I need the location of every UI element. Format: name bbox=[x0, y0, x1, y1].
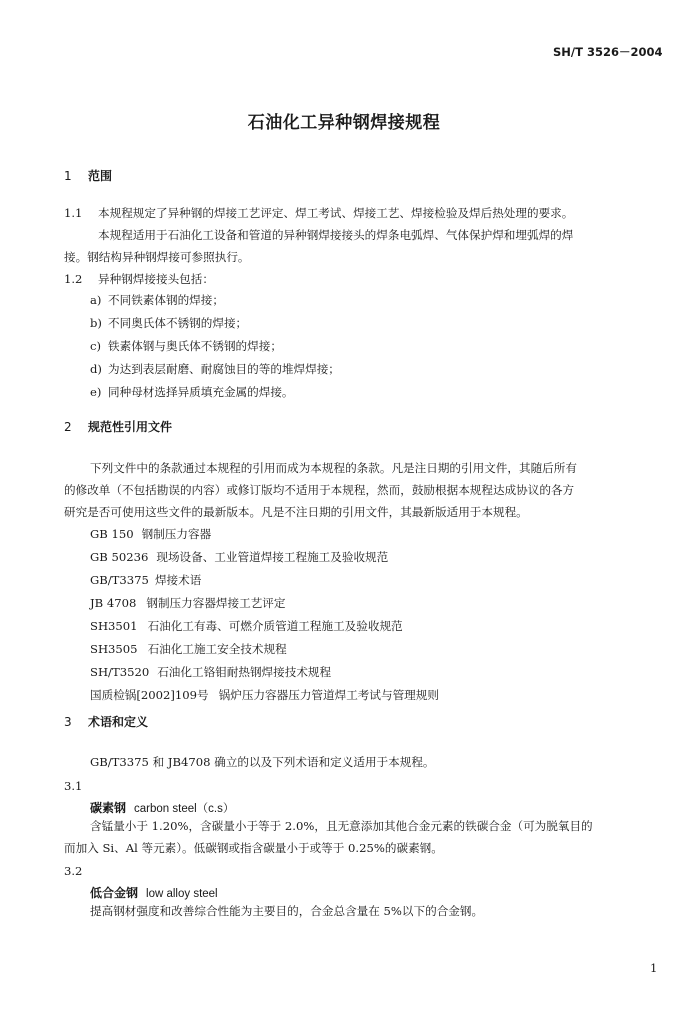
list-marker: b) bbox=[90, 316, 102, 330]
section-2-intro-line2: 的修改单（不包括勘误的内容）或修订版均不适用于本规程，然而，鼓励根据本规程达成协议的各方 bbox=[64, 483, 575, 497]
reference-code: SH3505 bbox=[90, 642, 138, 656]
list-text: 不同奥氏体不锈钢的焊接； bbox=[108, 316, 248, 330]
reference-item bbox=[90, 641, 287, 657]
section-title: 术语和定义 bbox=[88, 715, 149, 729]
clause-number: 1.1 bbox=[64, 206, 83, 220]
section-number: 2 bbox=[64, 420, 72, 434]
reference-name: 石油化工有毒、可燃介质管道工程施工及验收规范 bbox=[147, 619, 403, 633]
list-item bbox=[90, 384, 294, 400]
reference-code: GB/T3375 bbox=[90, 573, 149, 587]
term-cn: 低合金钢 bbox=[90, 886, 139, 900]
reference-name: 钢制压力容器焊接工艺评定 bbox=[146, 596, 286, 610]
term-3-1-definition-line1: 含锰量小于 1.20%，含碳量小于等于 2.0%，且无意添加其他合金元素的铁碳合金（可为脱氧目的 bbox=[90, 819, 593, 833]
term-en: low alloy steel bbox=[146, 888, 218, 900]
list-text: 为达到表层耐磨、耐腐蚀目的等的堆焊焊接； bbox=[108, 362, 340, 376]
section-title: 范围 bbox=[88, 169, 113, 183]
section-3-intro: GB/T3375 和 JB4708 确立的以及下列术语和定义适用于本规程。 bbox=[90, 755, 435, 769]
section-2-heading bbox=[64, 418, 172, 435]
section-1-heading bbox=[64, 167, 112, 184]
clause-1-1 bbox=[64, 202, 573, 224]
clause-1-1-para2-line2: 接。钢结构异种钢焊接可参照执行。 bbox=[64, 250, 250, 264]
reference-name: 钢制压力容器 bbox=[141, 527, 212, 541]
reference-item bbox=[90, 526, 211, 542]
list-marker: a) bbox=[90, 293, 102, 307]
reference-name: 现场设备、工业管道焊接工程施工及验收规范 bbox=[156, 550, 389, 564]
list-item bbox=[90, 292, 224, 308]
clause-text: 异种钢焊接接头包括： bbox=[98, 272, 214, 286]
clause-1-2 bbox=[64, 268, 214, 290]
list-marker: c) bbox=[90, 339, 102, 353]
reference-name: 石油化工铬钼耐热钢焊接技术规程 bbox=[157, 665, 332, 679]
list-marker: e) bbox=[90, 385, 102, 399]
reference-code: SH3501 bbox=[90, 619, 138, 633]
reference-item bbox=[90, 549, 388, 565]
clause-number: 1.2 bbox=[64, 272, 83, 286]
list-item bbox=[90, 338, 282, 354]
reference-item bbox=[90, 664, 331, 680]
clause-text: 本规程规定了异种钢的焊接工艺评定、焊工考试、焊接工艺、焊接检验及焊后热处理的要求。 bbox=[98, 206, 574, 220]
term-3-1-number: 3.1 bbox=[64, 779, 83, 793]
section-number: 1 bbox=[64, 169, 72, 183]
clause-1-1-para2-line1: 本规程适用于石油化工设备和管道的异种钢焊接接头的焊条电弧焊、气体保护焊和埋弧焊的焊 bbox=[98, 228, 574, 242]
term-3-2-definition: 提高钢材强度和改善综合性能为主要目的，合金总含量在 5%以下的合金钢。 bbox=[90, 904, 484, 918]
section-number: 3 bbox=[64, 715, 72, 729]
reference-name: 石油化工施工安全技术规程 bbox=[147, 642, 287, 656]
list-text: 同种母材选择异质填充金属的焊接。 bbox=[108, 385, 294, 399]
page-title: 石油化工异种钢焊接规程 bbox=[247, 113, 441, 133]
list-text: 铁素体钢与奥氏体不锈钢的焊接； bbox=[108, 339, 282, 353]
section-2-intro-line1: 下列文件中的条款通过本规程的引用而成为本规程的条款。凡是注日期的引用文件，其随后所有 bbox=[90, 461, 577, 475]
page-number: 1 bbox=[650, 961, 658, 975]
reference-item bbox=[90, 572, 201, 588]
reference-item bbox=[90, 595, 286, 611]
section-2-intro-line3: 研究是否可使用这些文件的最新版本。凡是不注日期的引用文件，其最新版适用于本规程。 bbox=[64, 505, 528, 519]
reference-code: GB 150 bbox=[90, 527, 134, 541]
section-title: 规范性引用文件 bbox=[88, 420, 173, 434]
section-3-heading bbox=[64, 713, 148, 730]
term-3-1-definition-line2: 而加入 Si、Al 等元素）。低碳钢或指含碳量小于或等于 0.25%的碳素钢。 bbox=[64, 841, 443, 855]
list-marker: d) bbox=[90, 362, 102, 376]
reference-item bbox=[90, 687, 439, 703]
list-item bbox=[90, 361, 340, 377]
term-cn: 碳素钢 bbox=[90, 801, 127, 815]
list-text: 不同铁素体钢的焊接； bbox=[108, 293, 224, 307]
reference-code: 国质检锅[2002]109号 bbox=[90, 688, 209, 702]
reference-name: 焊接术语 bbox=[154, 573, 202, 587]
reference-name: 锅炉压力容器压力管道焊工考试与管理规则 bbox=[218, 688, 439, 702]
term-3-2-heading bbox=[90, 884, 218, 901]
list-item bbox=[90, 315, 247, 331]
term-3-2-number: 3.2 bbox=[64, 864, 83, 878]
reference-code: SH/T3520 bbox=[90, 665, 150, 679]
reference-item bbox=[90, 618, 403, 634]
standard-code: SH/T 3526－2004 bbox=[553, 45, 663, 59]
reference-code: JB 4708 bbox=[90, 596, 137, 610]
reference-code: GB 50236 bbox=[90, 550, 149, 564]
term-3-1-heading bbox=[90, 799, 234, 816]
term-en: carbon steel（c.s） bbox=[134, 803, 235, 815]
